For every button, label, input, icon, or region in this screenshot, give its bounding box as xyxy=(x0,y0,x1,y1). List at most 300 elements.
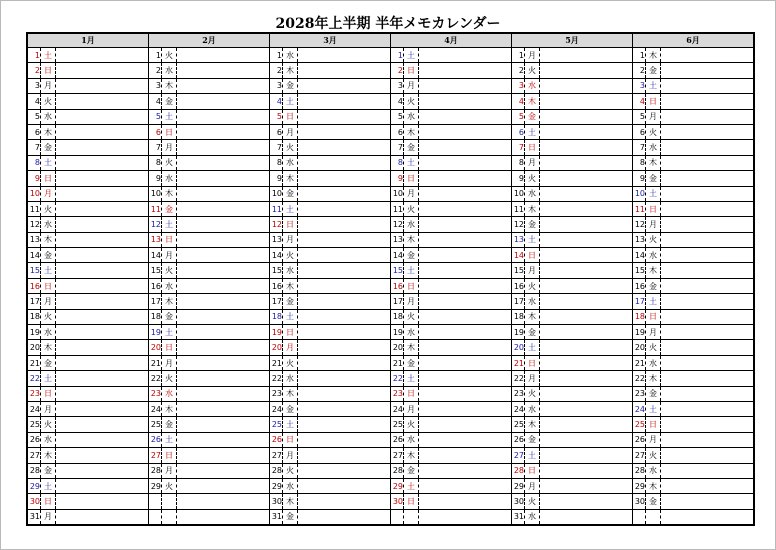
memo-cell[interactable] xyxy=(661,263,755,278)
day-number: 22 xyxy=(27,371,41,386)
memo-cell[interactable] xyxy=(419,78,512,93)
memo-cell[interactable] xyxy=(56,278,149,293)
day-row xyxy=(27,155,754,170)
day-number: 31 xyxy=(512,509,525,525)
day-number: 11 xyxy=(270,201,283,216)
weekday: 金 xyxy=(404,140,419,155)
month-header: 1月 xyxy=(27,33,149,48)
memo-cell[interactable] xyxy=(661,463,755,478)
memo-cell[interactable] xyxy=(419,94,512,109)
memo-cell[interactable] xyxy=(298,509,391,525)
day-number: 28 xyxy=(391,463,404,478)
memo-cell[interactable] xyxy=(177,417,270,432)
memo-cell[interactable] xyxy=(540,201,633,216)
memo-cell[interactable] xyxy=(298,63,391,78)
memo-cell[interactable] xyxy=(56,124,149,139)
weekday: 火 xyxy=(525,494,540,509)
memo-cell[interactable] xyxy=(661,186,755,201)
memo-cell[interactable] xyxy=(661,432,755,447)
weekday: 月 xyxy=(646,109,661,124)
memo-cell[interactable] xyxy=(298,386,391,401)
memo-cell[interactable] xyxy=(661,340,755,355)
memo-cell[interactable] xyxy=(177,294,270,309)
memo-cell[interactable] xyxy=(540,232,633,247)
memo-cell[interactable] xyxy=(298,463,391,478)
memo-cell[interactable] xyxy=(661,294,755,309)
memo-cell[interactable] xyxy=(56,401,149,416)
weekday: 水 xyxy=(404,217,419,232)
day-number: 4 xyxy=(270,94,283,109)
memo-cell[interactable] xyxy=(298,478,391,493)
day-number: 14 xyxy=(512,248,525,263)
memo-cell[interactable] xyxy=(177,509,270,525)
memo-cell[interactable] xyxy=(419,171,512,186)
day-number: 30 xyxy=(633,494,646,509)
memo-cell[interactable] xyxy=(177,48,270,63)
memo-cell[interactable] xyxy=(540,78,633,93)
day-number: 9 xyxy=(391,171,404,186)
day-number: 25 xyxy=(633,417,646,432)
memo-cell[interactable] xyxy=(56,494,149,509)
day-number: 24 xyxy=(270,401,283,416)
memo-cell[interactable] xyxy=(419,371,512,386)
memo-cell[interactable] xyxy=(661,140,755,155)
weekday: 月 xyxy=(525,263,540,278)
weekday: 水 xyxy=(283,371,298,386)
memo-cell[interactable] xyxy=(56,340,149,355)
calendar-body xyxy=(27,48,754,526)
memo-cell[interactable] xyxy=(56,109,149,124)
memo-cell[interactable] xyxy=(56,371,149,386)
memo-cell[interactable] xyxy=(540,186,633,201)
memo-cell[interactable] xyxy=(419,463,512,478)
weekday: 土 xyxy=(283,417,298,432)
memo-cell[interactable] xyxy=(661,232,755,247)
memo-cell[interactable] xyxy=(661,278,755,293)
memo-cell[interactable] xyxy=(56,48,149,63)
day-number: 27 xyxy=(27,448,41,463)
memo-cell[interactable] xyxy=(177,217,270,232)
weekday: 金 xyxy=(283,401,298,416)
memo-cell[interactable] xyxy=(419,140,512,155)
memo-cell[interactable] xyxy=(56,94,149,109)
day-number: 7 xyxy=(149,140,162,155)
memo-cell[interactable] xyxy=(56,140,149,155)
memo-cell[interactable] xyxy=(540,124,633,139)
memo-cell[interactable] xyxy=(419,309,512,324)
day-number: 15 xyxy=(512,263,525,278)
day-number: 6 xyxy=(633,124,646,139)
memo-cell[interactable] xyxy=(419,48,512,63)
month-header-row xyxy=(27,33,754,48)
weekday: 土 xyxy=(41,371,56,386)
memo-cell[interactable] xyxy=(177,432,270,447)
day-number: 28 xyxy=(27,463,41,478)
memo-cell[interactable] xyxy=(540,294,633,309)
memo-cell[interactable] xyxy=(298,401,391,416)
day-number: 8 xyxy=(149,155,162,170)
memo-cell[interactable] xyxy=(419,63,512,78)
weekday: 水 xyxy=(646,463,661,478)
memo-cell[interactable] xyxy=(298,325,391,340)
day-number: 14 xyxy=(149,248,162,263)
memo-cell[interactable] xyxy=(661,355,755,370)
memo-cell[interactable] xyxy=(298,294,391,309)
memo-cell[interactable] xyxy=(56,448,149,463)
memo-cell[interactable] xyxy=(419,478,512,493)
memo-cell[interactable] xyxy=(298,278,391,293)
memo-cell[interactable] xyxy=(540,140,633,155)
memo-cell[interactable] xyxy=(177,478,270,493)
weekday: 月 xyxy=(41,401,56,416)
memo-cell[interactable] xyxy=(56,217,149,232)
weekday: 金 xyxy=(162,201,177,216)
weekday: 木 xyxy=(283,171,298,186)
weekday: 土 xyxy=(525,124,540,139)
weekday: 火 xyxy=(404,309,419,324)
day-number: 17 xyxy=(512,294,525,309)
memo-cell[interactable] xyxy=(540,48,633,63)
memo-cell[interactable] xyxy=(298,78,391,93)
weekday: 土 xyxy=(41,478,56,493)
memo-cell[interactable] xyxy=(177,371,270,386)
memo-cell[interactable] xyxy=(56,186,149,201)
memo-cell[interactable] xyxy=(661,124,755,139)
memo-cell[interactable] xyxy=(298,124,391,139)
day-number: 18 xyxy=(391,309,404,324)
memo-cell[interactable] xyxy=(661,248,755,263)
weekday: 火 xyxy=(162,48,177,63)
weekday: 月 xyxy=(404,78,419,93)
memo-cell[interactable] xyxy=(56,417,149,432)
memo-cell[interactable] xyxy=(56,355,149,370)
memo-cell[interactable] xyxy=(298,140,391,155)
weekday: 土 xyxy=(404,371,419,386)
memo-cell[interactable] xyxy=(419,155,512,170)
day-number: 6 xyxy=(512,124,525,139)
day-number: 7 xyxy=(270,140,283,155)
memo-cell[interactable] xyxy=(419,186,512,201)
weekday: 日 xyxy=(404,278,419,293)
weekday: 日 xyxy=(525,463,540,478)
memo-cell[interactable] xyxy=(419,201,512,216)
memo-cell[interactable] xyxy=(540,448,633,463)
memo-cell[interactable] xyxy=(419,294,512,309)
weekday: 木 xyxy=(162,401,177,416)
memo-cell[interactable] xyxy=(177,494,270,509)
memo-cell[interactable] xyxy=(56,294,149,309)
memo-cell[interactable] xyxy=(56,201,149,216)
weekday: 日 xyxy=(283,325,298,340)
memo-cell[interactable] xyxy=(298,201,391,216)
memo-cell[interactable] xyxy=(56,232,149,247)
memo-cell[interactable] xyxy=(177,94,270,109)
weekday: 火 xyxy=(525,278,540,293)
weekday: 日 xyxy=(525,355,540,370)
memo-cell[interactable] xyxy=(540,463,633,478)
month-header: 5月 xyxy=(512,33,633,48)
memo-cell[interactable] xyxy=(298,417,391,432)
day-number: 18 xyxy=(512,309,525,324)
weekday: 日 xyxy=(646,201,661,216)
memo-cell[interactable] xyxy=(540,401,633,416)
day-number: 26 xyxy=(149,432,162,447)
memo-cell[interactable] xyxy=(540,355,633,370)
weekday: 木 xyxy=(525,201,540,216)
memo-cell[interactable] xyxy=(540,432,633,447)
weekday: 木 xyxy=(646,371,661,386)
memo-cell[interactable] xyxy=(177,155,270,170)
day-number: 5 xyxy=(633,109,646,124)
weekday: 月 xyxy=(162,140,177,155)
memo-cell[interactable] xyxy=(298,448,391,463)
weekday: 土 xyxy=(646,186,661,201)
memo-cell[interactable] xyxy=(540,217,633,232)
memo-cell[interactable] xyxy=(298,155,391,170)
memo-cell[interactable] xyxy=(177,278,270,293)
memo-cell[interactable] xyxy=(419,386,512,401)
memo-cell[interactable] xyxy=(298,232,391,247)
memo-cell[interactable] xyxy=(56,63,149,78)
memo-cell[interactable] xyxy=(661,78,755,93)
memo-cell[interactable] xyxy=(540,171,633,186)
memo-cell[interactable] xyxy=(419,417,512,432)
memo-cell[interactable] xyxy=(540,109,633,124)
memo-cell[interactable] xyxy=(419,340,512,355)
memo-cell[interactable] xyxy=(661,155,755,170)
day-row xyxy=(27,355,754,370)
memo-cell[interactable] xyxy=(661,448,755,463)
day-number: 10 xyxy=(633,186,646,201)
memo-cell[interactable] xyxy=(177,309,270,324)
weekday: 月 xyxy=(41,186,56,201)
weekday: 木 xyxy=(41,232,56,247)
day-number: 29 xyxy=(27,478,41,493)
weekday: 日 xyxy=(162,124,177,139)
memo-cell[interactable] xyxy=(298,355,391,370)
memo-cell[interactable] xyxy=(540,248,633,263)
day-number: 2 xyxy=(633,63,646,78)
weekday: 月 xyxy=(41,78,56,93)
weekday: 水 xyxy=(525,401,540,416)
memo-cell[interactable] xyxy=(419,494,512,509)
memo-cell[interactable] xyxy=(56,263,149,278)
weekday: 水 xyxy=(41,432,56,447)
memo-cell[interactable] xyxy=(298,248,391,263)
memo-cell[interactable] xyxy=(661,509,755,525)
memo-cell[interactable] xyxy=(661,325,755,340)
memo-cell[interactable] xyxy=(419,448,512,463)
weekday: 土 xyxy=(646,294,661,309)
weekday: 日 xyxy=(41,494,56,509)
memo-cell[interactable] xyxy=(419,124,512,139)
memo-cell[interactable] xyxy=(419,432,512,447)
weekday: 金 xyxy=(646,386,661,401)
weekday: 金 xyxy=(646,63,661,78)
day-number: 18 xyxy=(149,309,162,324)
memo-cell[interactable] xyxy=(540,278,633,293)
memo-cell[interactable] xyxy=(298,94,391,109)
memo-cell[interactable] xyxy=(56,309,149,324)
day-number: 29 xyxy=(512,478,525,493)
memo-cell[interactable] xyxy=(56,325,149,340)
memo-cell[interactable] xyxy=(177,340,270,355)
memo-cell[interactable] xyxy=(177,232,270,247)
memo-cell[interactable] xyxy=(298,186,391,201)
memo-cell[interactable] xyxy=(540,371,633,386)
memo-cell[interactable] xyxy=(298,263,391,278)
weekday: 火 xyxy=(162,371,177,386)
memo-cell[interactable] xyxy=(540,155,633,170)
memo-cell[interactable] xyxy=(298,432,391,447)
memo-cell[interactable] xyxy=(56,171,149,186)
memo-cell[interactable] xyxy=(661,63,755,78)
memo-cell[interactable] xyxy=(298,48,391,63)
memo-cell[interactable] xyxy=(177,248,270,263)
memo-cell[interactable] xyxy=(540,263,633,278)
memo-cell[interactable] xyxy=(177,78,270,93)
memo-cell[interactable] xyxy=(661,371,755,386)
memo-cell[interactable] xyxy=(298,171,391,186)
memo-cell[interactable] xyxy=(177,140,270,155)
memo-cell[interactable] xyxy=(540,340,633,355)
day-number: 7 xyxy=(633,140,646,155)
memo-cell[interactable] xyxy=(661,94,755,109)
memo-cell[interactable] xyxy=(298,109,391,124)
memo-cell[interactable] xyxy=(661,217,755,232)
memo-cell[interactable] xyxy=(298,309,391,324)
weekday: 火 xyxy=(646,232,661,247)
memo-cell[interactable] xyxy=(56,248,149,263)
memo-cell[interactable] xyxy=(56,155,149,170)
day-row xyxy=(27,386,754,401)
memo-cell[interactable] xyxy=(177,171,270,186)
weekday: 火 xyxy=(283,355,298,370)
memo-cell[interactable] xyxy=(56,478,149,493)
memo-cell[interactable] xyxy=(419,325,512,340)
memo-cell[interactable] xyxy=(540,94,633,109)
weekday: 金 xyxy=(283,294,298,309)
day-number: 8 xyxy=(633,155,646,170)
day-number: 23 xyxy=(27,386,41,401)
memo-cell[interactable] xyxy=(419,232,512,247)
memo-cell[interactable] xyxy=(177,201,270,216)
memo-cell[interactable] xyxy=(419,248,512,263)
weekday: 金 xyxy=(525,217,540,232)
memo-cell[interactable] xyxy=(540,63,633,78)
memo-cell[interactable] xyxy=(661,478,755,493)
weekday: 月 xyxy=(162,248,177,263)
weekday: 金 xyxy=(41,463,56,478)
memo-cell[interactable] xyxy=(298,494,391,509)
day-number: 17 xyxy=(270,294,283,309)
day-row xyxy=(27,309,754,324)
weekday: 土 xyxy=(646,401,661,416)
memo-cell[interactable] xyxy=(177,263,270,278)
day-number: 20 xyxy=(633,340,646,355)
day-number: 29 xyxy=(149,478,162,493)
memo-cell[interactable] xyxy=(419,217,512,232)
memo-cell[interactable] xyxy=(56,386,149,401)
weekday: 月 xyxy=(162,355,177,370)
memo-cell[interactable] xyxy=(661,48,755,63)
weekday: 水 xyxy=(404,325,419,340)
memo-cell[interactable] xyxy=(661,386,755,401)
memo-cell[interactable] xyxy=(298,217,391,232)
memo-cell[interactable] xyxy=(661,171,755,186)
memo-cell[interactable] xyxy=(661,494,755,509)
memo-cell[interactable] xyxy=(540,494,633,509)
day-number: 2 xyxy=(391,63,404,78)
weekday: 水 xyxy=(283,263,298,278)
day-number xyxy=(391,509,404,525)
memo-cell[interactable] xyxy=(419,509,512,525)
weekday: 金 xyxy=(404,248,419,263)
weekday: 金 xyxy=(283,186,298,201)
memo-cell[interactable] xyxy=(56,78,149,93)
memo-cell[interactable] xyxy=(177,63,270,78)
memo-cell[interactable] xyxy=(540,309,633,324)
memo-cell[interactable] xyxy=(419,401,512,416)
memo-cell[interactable] xyxy=(661,109,755,124)
memo-cell[interactable] xyxy=(540,509,633,525)
day-number: 7 xyxy=(391,140,404,155)
weekday: 日 xyxy=(162,448,177,463)
day-number: 27 xyxy=(512,448,525,463)
memo-cell[interactable] xyxy=(419,109,512,124)
day-row xyxy=(27,478,754,493)
weekday: 水 xyxy=(162,63,177,78)
memo-cell[interactable] xyxy=(177,386,270,401)
memo-cell[interactable] xyxy=(177,124,270,139)
memo-cell[interactable] xyxy=(56,463,149,478)
memo-cell[interactable] xyxy=(661,401,755,416)
memo-cell[interactable] xyxy=(177,109,270,124)
day-number: 20 xyxy=(149,340,162,355)
memo-cell[interactable] xyxy=(298,340,391,355)
day-number: 10 xyxy=(149,186,162,201)
memo-cell[interactable] xyxy=(177,355,270,370)
memo-cell[interactable] xyxy=(661,309,755,324)
memo-cell[interactable] xyxy=(56,509,149,525)
day-number: 21 xyxy=(512,355,525,370)
weekday: 月 xyxy=(525,371,540,386)
memo-cell[interactable] xyxy=(298,371,391,386)
memo-cell[interactable] xyxy=(419,263,512,278)
memo-cell[interactable] xyxy=(419,355,512,370)
memo-cell[interactable] xyxy=(661,201,755,216)
day-number: 30 xyxy=(270,494,283,509)
memo-cell[interactable] xyxy=(540,325,633,340)
memo-cell[interactable] xyxy=(177,325,270,340)
day-number: 23 xyxy=(633,386,646,401)
memo-cell[interactable] xyxy=(540,417,633,432)
memo-cell[interactable] xyxy=(177,401,270,416)
memo-cell[interactable] xyxy=(177,186,270,201)
weekday: 火 xyxy=(646,448,661,463)
memo-cell[interactable] xyxy=(177,463,270,478)
day-row xyxy=(27,217,754,232)
memo-cell[interactable] xyxy=(540,386,633,401)
memo-cell[interactable] xyxy=(540,478,633,493)
weekday: 金 xyxy=(41,248,56,263)
day-number: 11 xyxy=(633,201,646,216)
memo-cell[interactable] xyxy=(661,417,755,432)
memo-cell[interactable] xyxy=(177,448,270,463)
memo-cell[interactable] xyxy=(419,278,512,293)
memo-cell[interactable] xyxy=(56,432,149,447)
weekday: 火 xyxy=(283,140,298,155)
